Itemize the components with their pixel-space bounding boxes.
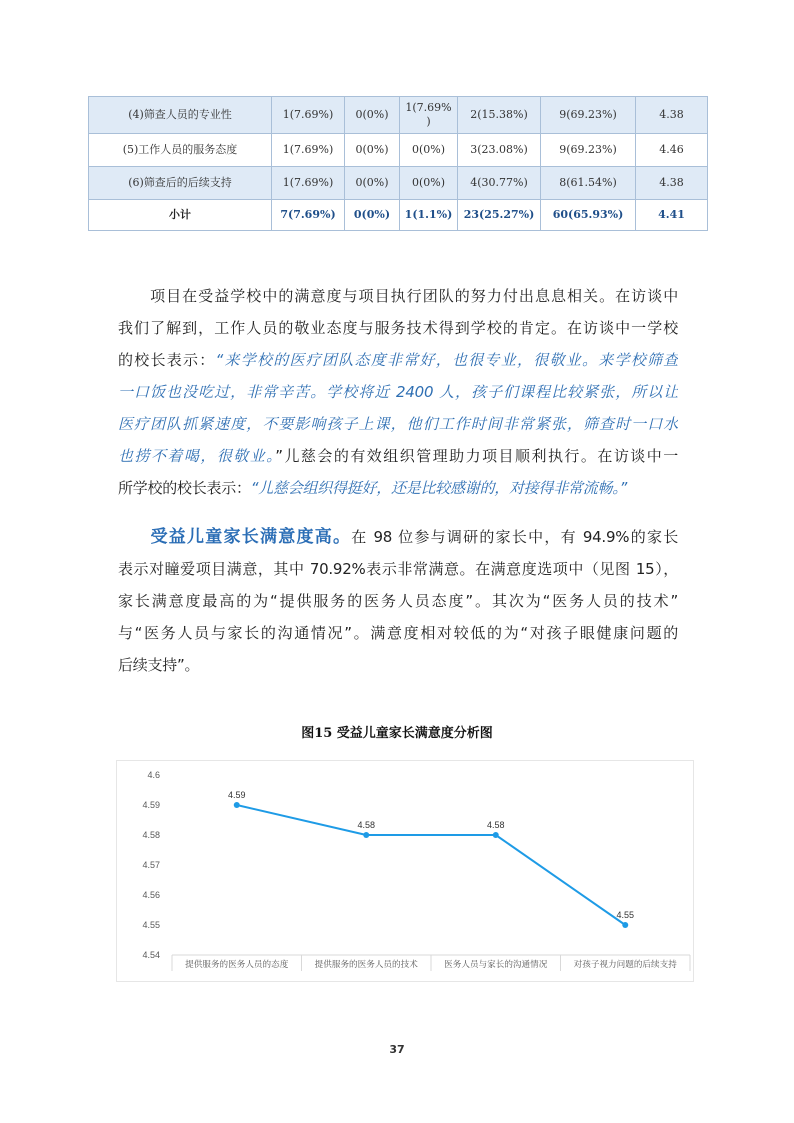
data-point: [363, 832, 369, 838]
table-cell-average: 4.41: [636, 200, 708, 231]
paragraph-parent-satisfaction: [118, 521, 678, 681]
paragraph-school-satisfaction: [118, 280, 678, 504]
data-point: [234, 802, 240, 808]
line-chart: [116, 760, 692, 982]
cell-line: 1(7.69%: [405, 101, 452, 114]
table-cell-average: 4.46: [636, 134, 708, 167]
y-tick-label: 4.59: [142, 800, 160, 810]
table-cell: 2(15.38%): [458, 97, 541, 134]
y-tick-label: 4.55: [142, 920, 160, 930]
table-cell: 9(69.23%): [541, 134, 636, 167]
text-line: [118, 280, 678, 312]
table-cell: 1(7.69%): [272, 167, 345, 200]
table-cell: 23(25.27%): [458, 200, 541, 231]
table-cell: 8(61.54%): [541, 167, 636, 200]
table-cell: 0(0%): [345, 200, 400, 231]
data-point: [622, 922, 628, 928]
cell-line: ): [426, 115, 431, 128]
table-cell: 60(65.93%): [541, 200, 636, 231]
quote-line: 一口饭也没吃过，非常辛苦。学校将近 2400 人，孩子们课程比较紧张，所以让: [118, 383, 678, 401]
x-tick-label: 提供服务的医务人员的技术: [314, 960, 418, 970]
table-cell: 0(0%): [345, 134, 400, 167]
text-line: [118, 521, 678, 553]
table-cell-average: 4.38: [636, 167, 708, 200]
x-tick-label: 对孩子视力问题的后续支持: [573, 960, 677, 970]
row-label: (4)筛查人员的专业性: [89, 97, 272, 134]
y-tick-label: 4.54: [142, 950, 160, 960]
text-line: [118, 472, 678, 504]
table-cell: 7(7.69%): [272, 200, 345, 231]
table-cell: 1(1.1%): [400, 200, 458, 231]
table-cell: [400, 97, 458, 134]
table-row: [89, 97, 708, 134]
text-line: 与“医务人员与家长的沟通情况”。满意度相对较低的为“对孩子眼健康问题的: [118, 624, 678, 642]
row-label: (6)筛查后的后续支持: [89, 167, 272, 200]
lead-heading: 受益儿童家长满意度高。: [150, 527, 352, 547]
table-cell-average: 4.38: [636, 97, 708, 134]
series-line: [237, 805, 626, 925]
data-point: [493, 832, 499, 838]
table-row: [89, 167, 708, 200]
quote-line: 医疗团队抓紧速度，不要影响孩子上课，他们工作时间非常紧张，筛查时一口水: [118, 415, 678, 433]
table-cell: 3(23.08%): [458, 134, 541, 167]
text-span: 所学校的校长表示：: [118, 479, 251, 497]
text-line: 表示对瞳爱项目满意，其中 70.92%表示非常满意。在满意度选项中（见图 15），: [118, 560, 678, 578]
total-label: 小计: [89, 200, 272, 231]
data-label: 4.59: [227, 790, 246, 800]
text-span: 项目在受益学校中的满意度与项目执行团队的努力付出息息相关。在访谈中: [150, 287, 678, 305]
table-cell: 0(0%): [345, 97, 400, 134]
quote-text: 也捞不着喝，很敬业。: [118, 447, 276, 465]
data-label: 4.55: [616, 910, 635, 920]
quote-text: “来学校的医疗团队态度非常好，也很专业，很敬业。来学校筛查: [215, 351, 678, 369]
data-label: 4.58: [486, 820, 505, 830]
text-line: [118, 440, 678, 472]
table-row: [89, 134, 708, 167]
table-cell: 1(7.69%): [272, 134, 345, 167]
row-label: (5)工作人员的服务态度: [89, 134, 272, 167]
y-tick-label: 4.6: [147, 770, 160, 780]
text-line: 我们了解到，工作人员的敬业态度与服务技术得到学校的肯定。在访谈中一学校: [118, 319, 678, 337]
text-span: 在 98 位参与调研的家长中，有 94.9%的家长: [351, 528, 678, 546]
page-number: 37: [389, 1043, 405, 1056]
text-line: [118, 344, 678, 376]
x-tick-label: 提供服务的医务人员的态度: [185, 960, 289, 970]
table-cell: 0(0%): [345, 167, 400, 200]
y-tick-label: 4.56: [142, 890, 160, 900]
table-cell: 0(0%): [400, 167, 458, 200]
table-total-row: [89, 200, 708, 231]
satisfaction-table: [88, 96, 708, 231]
table-cell: 1(7.69%): [272, 97, 345, 134]
table-cell: 0(0%): [400, 134, 458, 167]
figure-title: 图15 受益儿童家长满意度分析图: [301, 726, 493, 741]
data-label: 4.58: [357, 820, 376, 830]
text-line: 后续支持”。: [118, 656, 200, 674]
x-tick-label: 医务人员与家长的沟通情况: [444, 960, 548, 970]
table-cell: 4(30.77%): [458, 167, 541, 200]
y-tick-label: 4.58: [142, 830, 160, 840]
quote-text: “儿慈会组织得挺好，还是比较感谢的，对接得非常流畅。”: [250, 479, 628, 497]
table-cell: 9(69.23%): [541, 97, 636, 134]
text-line: 家长满意度最高的为“提供服务的医务人员态度”。其次为“医务人员的技术”: [118, 592, 678, 610]
text-span: ”儿慈会的有效组织管理助力项目顺利执行。在访谈中一: [275, 447, 678, 465]
y-tick-label: 4.57: [142, 860, 160, 870]
text-span: 的校长表示：: [118, 351, 216, 369]
